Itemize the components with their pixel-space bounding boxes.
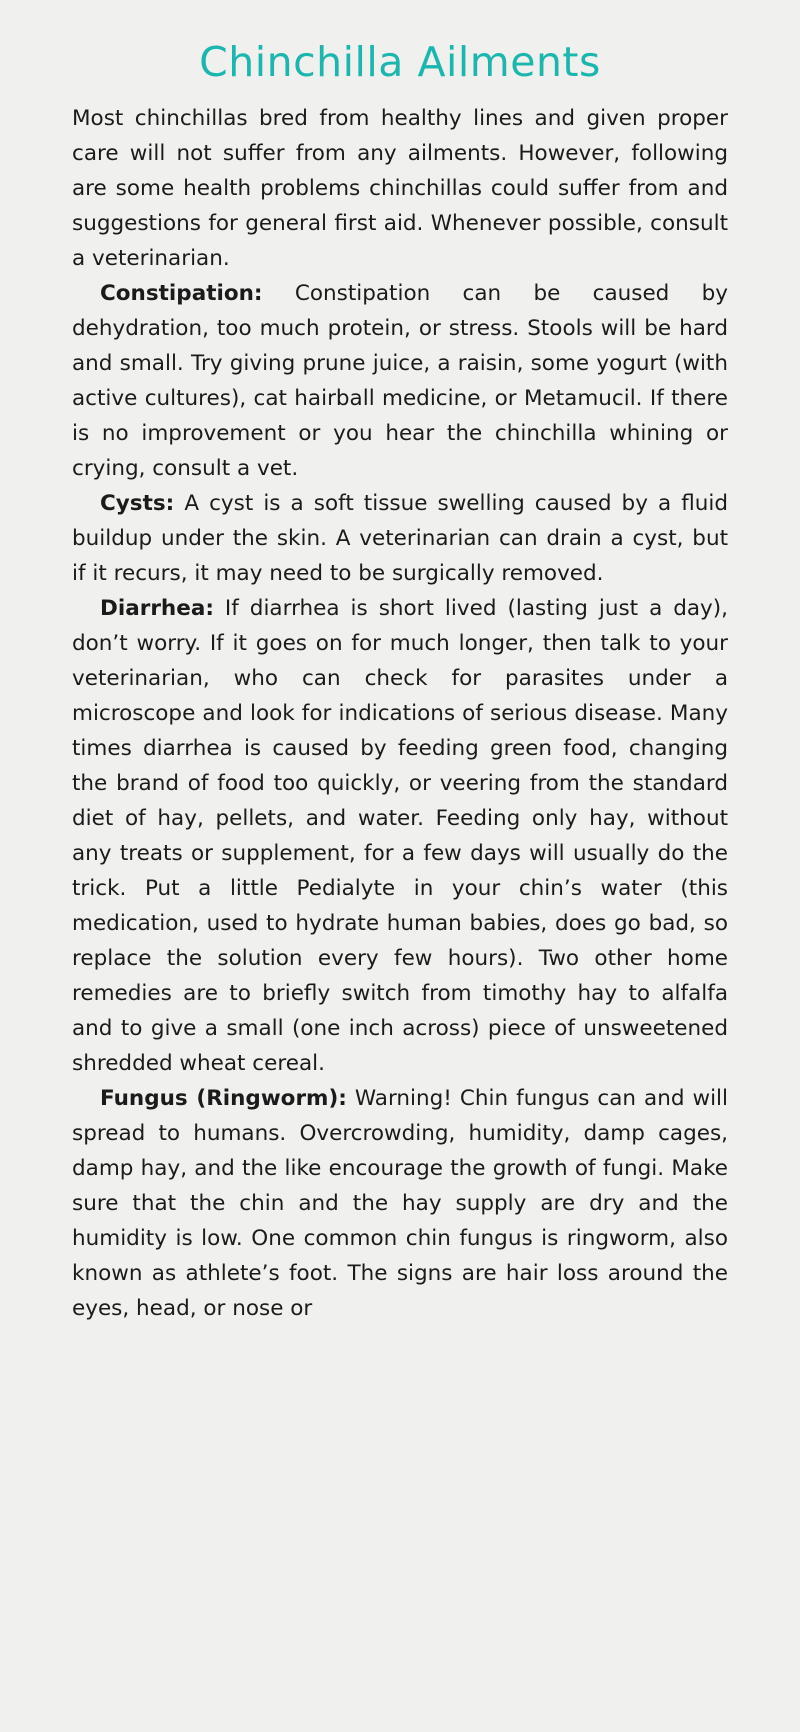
term-label: Constipation: [100,281,263,307]
paragraph-text: Constipation can be caused by dehydration, too much protein, or stress. Stools will be hard and small. Try giving prune juice, a raisin, some yogurt (with active cultures), cat hairball medicine, or Metamucil. If there is no improvement or you hear the chinchilla whining or crying, consult a vet. [72,281,728,482]
paragraph-text: Most chinchillas bred from healthy lines and given proper care will not suffer from any ailments. However, following are some health problems chinchillas could suffer from and suggestions for general first aid. Whenever possible, consult a veterinarian. [72,106,728,272]
paragraph-text: Warning! Chin fungus can and will spread to humans. Overcrowding, humidity, damp cages, damp hay, and the like encourage the growth of fungi. Make sure that the chin and the hay supply are dry and the humidity is low. One common chin fungus is ringworm, also known as athlete’s foot. The signs are hair loss around the eyes, head, or nose or [72,1086,728,1322]
paragraph-fungus [72,1081,728,1326]
paragraph-cysts [72,486,728,591]
paragraph-intro [72,101,728,276]
paragraph-constipation [72,276,728,486]
paragraph-text: If diarrhea is short lived (lasting just a day), don’t worry. If it goes on for much longer, then talk to your veterinarian, who can check for parasites under a microscope and look for indications of serious disease. Many times diarrhea is caused by feeding green food, changing the brand of food too quickly, or veering from the standard diet of hay, pellets, and water. Feeding only hay, without any treats or supplement, for a few days will usually do the trick. Put a little Pedialyte in your chin’s water (this medication, used to hydrate human babies, does go bad, so replace the solution every few hours). Two other home remedies are to briefly switch from timothy hay to alfalfa and to give a small (one inch across) piece of unsweetened shredded wheat cereal. [72,596,728,1077]
term-label: Diarrhea: [100,596,214,622]
term-label: Fungus (Ringworm): [100,1086,347,1112]
paragraph-text: A cyst is a soft tissue swelling caused by a fluid buildup under the skin. A veterinarian can drain a cyst, but if it recurs, it may need to be surgically removed. [72,491,728,587]
page-title: Chinchilla Ailments [199,38,601,86]
paragraph-diarrhea [72,591,728,1081]
term-label: Cysts: [100,491,175,517]
